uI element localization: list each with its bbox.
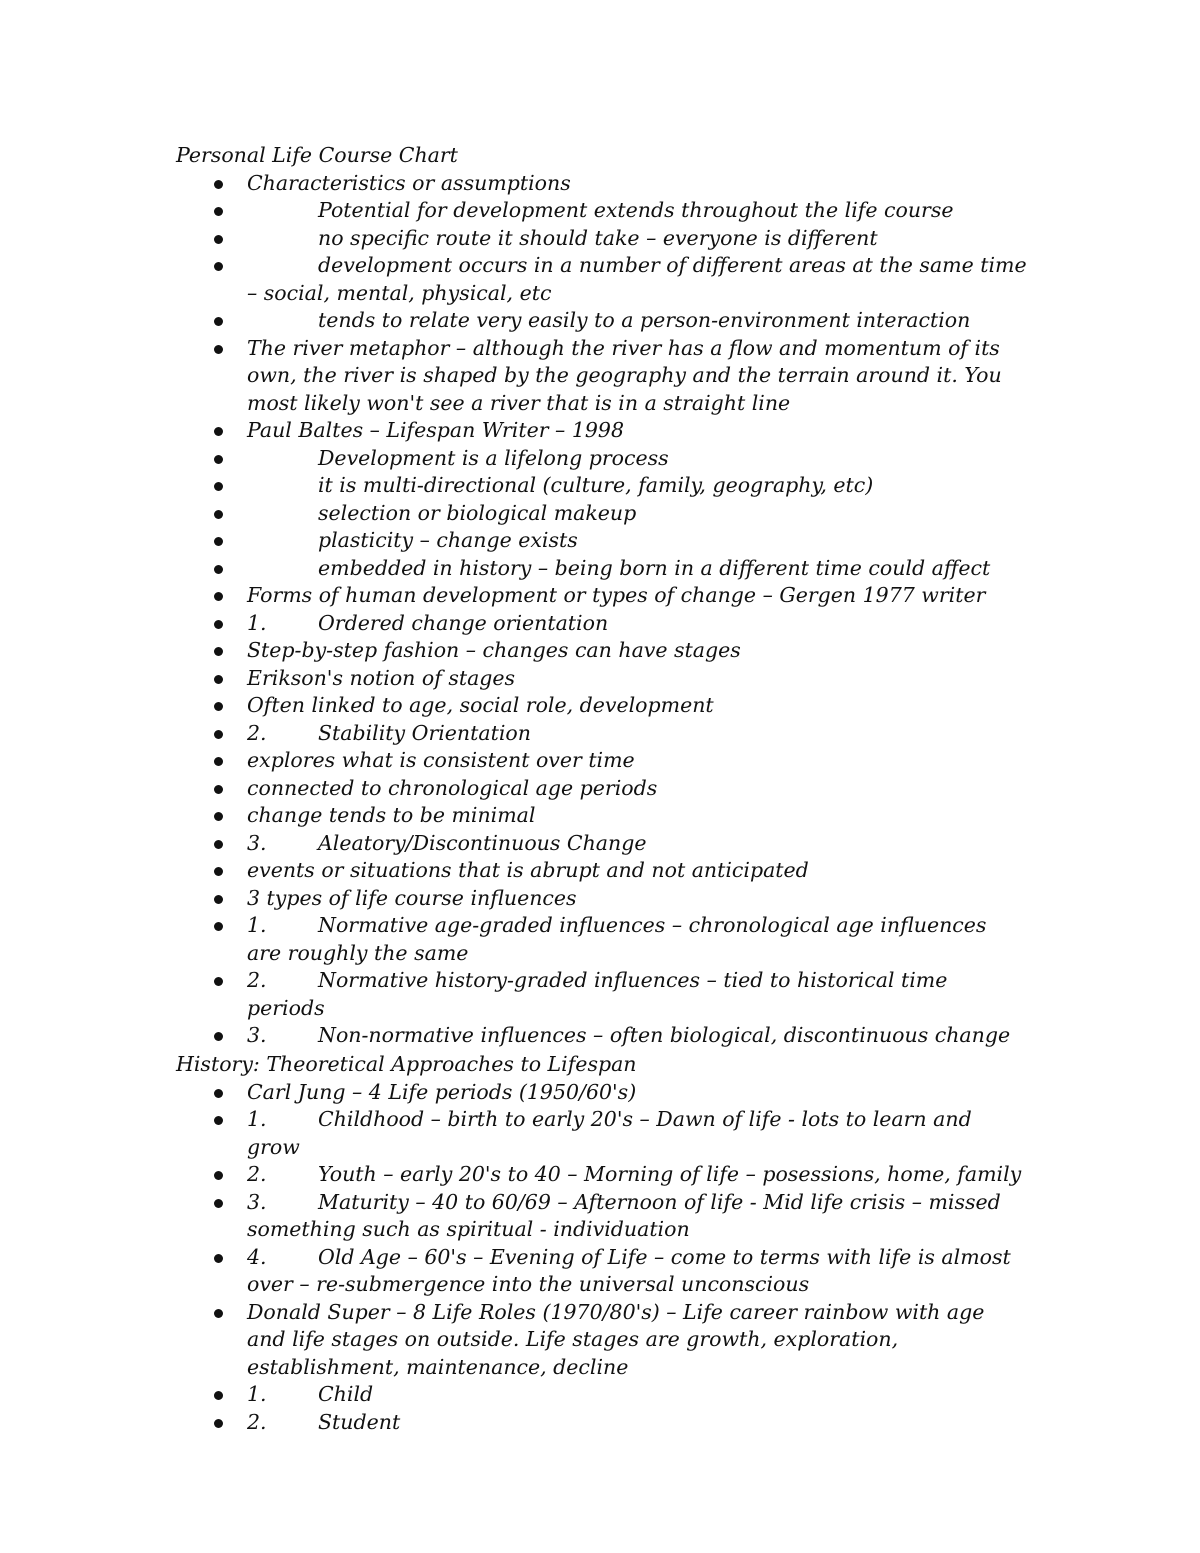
item-text: Potential for development extends throughout the life course <box>318 198 954 222</box>
list-item <box>176 637 1027 665</box>
bullet-icon <box>214 592 223 601</box>
bullet-icon <box>214 1032 223 1041</box>
item-text: Step-by-step fashion – changes can have stages <box>247 638 741 662</box>
list-item <box>176 197 1027 225</box>
bullet-icon <box>214 675 223 684</box>
bullet-icon <box>214 1254 223 1263</box>
item-text: events or situations that is abrupt and not anticipated <box>247 858 809 882</box>
bullet-icon <box>214 1199 223 1208</box>
bullet-icon <box>214 1309 223 1318</box>
item-text: Childhood – birth to early 20's – Dawn of life - lots to learn and grow <box>247 1107 972 1159</box>
item-number: 1. <box>247 1382 267 1406</box>
item-number: 2. <box>247 1409 267 1434</box>
bullet-icon <box>214 1419 223 1428</box>
item-text: connected to chronological age periods <box>247 775 658 800</box>
item-number: 1. <box>247 1107 267 1131</box>
item-text: explores what is consistent over time <box>247 748 635 772</box>
bullet-icon <box>214 427 223 436</box>
list-item <box>176 1106 1027 1161</box>
bullet-icon <box>214 647 223 656</box>
item-text: selection or biological makeup <box>318 500 637 525</box>
list-item <box>176 1161 1027 1189</box>
list-item <box>176 1244 1027 1299</box>
item-text: tends to relate very easily to a person-environment interaction <box>318 308 971 332</box>
bullet-list <box>176 170 1036 1050</box>
section-heading: History: Theoretical Approaches to Lifespan <box>176 1052 637 1076</box>
list-item <box>176 720 1027 748</box>
item-text: Forms of human development or types of change – Gergen 1977 writer <box>247 583 986 607</box>
item-text: Donald Super – 8 Life Roles (1970/80's) – Life career rainbow with age and life stages on outside. Life stages are growth, exploration, establishment, maintenance, decline <box>247 1299 985 1379</box>
bullet-icon <box>214 840 223 849</box>
list-item <box>176 1189 1027 1244</box>
list-item <box>176 417 1027 445</box>
bullet-icon <box>214 207 223 216</box>
bullet-icon <box>214 262 223 271</box>
item-number: 3. <box>247 1023 267 1047</box>
section-personal-life-course-chart <box>176 142 1036 1050</box>
item-text: Maturity – 40 to 60/69 – Afternoon of life - Mid life crisis – missed something such as spiritual - individuation <box>247 1189 1001 1241</box>
item-number: 4. <box>247 1244 267 1269</box>
item-text: Student <box>318 1409 401 1434</box>
item-text: Characteristics or assumptions <box>247 170 571 195</box>
item-text: it is multi-directional (culture, family, geography, etc) <box>318 473 874 497</box>
list-item <box>176 170 1027 198</box>
list-item <box>176 472 1027 500</box>
list-item <box>176 610 1027 638</box>
list-item <box>176 1299 1027 1382</box>
bullet-icon <box>214 537 223 546</box>
item-text: 3 types of life course influences <box>247 885 577 910</box>
list-item <box>176 527 1027 555</box>
item-text: Often linked to age, social role, development <box>247 693 714 717</box>
item-text: Ordered change orientation <box>318 610 609 635</box>
item-text: Old Age – 60's – Evening of Life – come to terms with life is almost over – re-submergence into the universal unconscious <box>247 1244 1011 1296</box>
section-history-theoretical-approaches <box>176 1051 1036 1436</box>
list-item <box>176 775 1027 803</box>
bullet-icon <box>214 510 223 519</box>
item-number: 2. <box>247 720 267 745</box>
item-text: Child <box>318 1382 374 1406</box>
list-item <box>176 830 1027 858</box>
bullet-icon <box>214 895 223 904</box>
item-text: Normative age-graded influences – chronological age influences are roughly the same <box>247 913 987 965</box>
list-item <box>176 692 1027 720</box>
item-text: development occurs in a number of different areas at the same time – social, mental, physical, etc <box>247 253 1027 305</box>
bullet-list <box>176 1079 1036 1437</box>
bullet-icon <box>214 482 223 491</box>
item-number: 3. <box>247 1189 267 1214</box>
item-text: Erikson's notion of stages <box>247 665 516 690</box>
item-text: embedded in history – being born in a different time could affect <box>318 555 991 580</box>
bullet-icon <box>214 565 223 574</box>
section-heading: Personal Life Course Chart <box>176 143 458 167</box>
list-item <box>176 252 1027 307</box>
bullet-icon <box>214 922 223 931</box>
list-item <box>176 665 1027 693</box>
bullet-icon <box>214 235 223 244</box>
list-item <box>176 967 1027 1022</box>
item-text: Stability Orientation <box>318 720 531 745</box>
bullet-icon <box>214 455 223 464</box>
list-item <box>176 445 1027 473</box>
item-number: 1. <box>247 913 267 937</box>
list-item <box>176 1409 1027 1437</box>
item-number: 2. <box>247 968 267 992</box>
bullet-icon <box>214 345 223 354</box>
bullet-icon <box>214 1089 223 1098</box>
item-text: no specific route it should take – everyone is different <box>318 225 878 250</box>
bullet-icon <box>214 620 223 629</box>
bullet-icon <box>214 180 223 189</box>
item-text: Normative history-graded influences – tied to historical time periods <box>247 968 948 1020</box>
list-item <box>176 225 1027 253</box>
list-item <box>176 1022 1027 1050</box>
item-text: Paul Baltes – Lifespan Writer – 1998 <box>247 418 624 442</box>
list-item <box>176 1381 1027 1409</box>
item-text: The river metaphor – although the river has a flow and momentum of its own, the river is shaped by the geography and the terrain around it. You most likely won't see a river that is in a straight line <box>247 335 1002 415</box>
bullet-icon <box>214 867 223 876</box>
list-item <box>176 857 1027 885</box>
item-number: 3. <box>247 830 267 855</box>
list-item <box>176 747 1027 775</box>
bullet-icon <box>214 757 223 766</box>
bullet-icon <box>214 1116 223 1125</box>
bullet-icon <box>214 785 223 794</box>
list-item <box>176 582 1027 610</box>
list-item <box>176 802 1027 830</box>
list-item <box>176 555 1027 583</box>
list-item <box>176 912 1027 967</box>
item-text: Carl Jung – 4 Life periods (1950/60's) <box>247 1079 637 1104</box>
item-text: Youth – early 20's to 40 – Morning of life – posessions, home, family <box>318 1162 1022 1186</box>
item-number: 2. <box>247 1162 267 1186</box>
bullet-icon <box>214 317 223 326</box>
list-item <box>176 335 1027 418</box>
bullet-icon <box>214 977 223 986</box>
list-item <box>176 885 1027 913</box>
bullet-icon <box>214 702 223 711</box>
item-text: change tends to be minimal <box>247 803 536 827</box>
list-item <box>176 307 1027 335</box>
item-number: 1. <box>247 610 267 635</box>
bullet-icon <box>214 1391 223 1400</box>
bullet-icon <box>214 730 223 739</box>
item-text: plasticity – change exists <box>318 528 578 552</box>
item-text: Non-normative influences – often biological, discontinuous change <box>318 1023 1011 1047</box>
item-text: Aleatory/Discontinuous Change <box>318 830 647 855</box>
bullet-icon <box>214 812 223 821</box>
item-text: Development is a lifelong process <box>318 445 669 470</box>
list-item <box>176 500 1027 528</box>
bullet-icon <box>214 1171 223 1180</box>
list-item <box>176 1079 1027 1107</box>
